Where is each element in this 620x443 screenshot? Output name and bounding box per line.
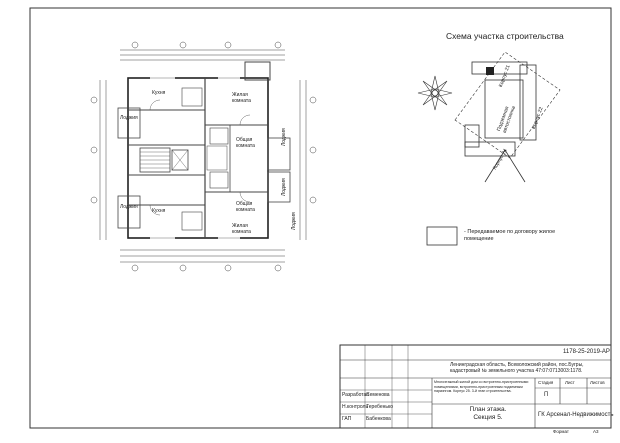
role-norm-control: Н.контроль [342, 404, 369, 410]
room-loggia-left-bottom: Лоджия [120, 204, 138, 210]
name-developer: Семенова [366, 392, 390, 398]
room-kitchen-bottom: Кухня [152, 208, 166, 214]
doc-code: 1178-25-2019-АР [563, 349, 610, 355]
legend-swatch [427, 227, 457, 245]
stage-value: П [544, 392, 549, 398]
room-loggia-right-2: Лоджия [281, 178, 287, 196]
site-parking: Подземная автостоянка [496, 105, 517, 135]
format-label: Формат [553, 429, 569, 434]
wind-rose-icon [418, 76, 452, 110]
stage-header: Стадия [538, 380, 554, 385]
sheet-header: Лист [565, 380, 575, 385]
name-chief-architect: Бабенкова [366, 416, 391, 422]
role-developer: Разработал [342, 392, 370, 398]
room-loggia-left-top: Лоджия [120, 115, 138, 121]
drawing-title: План этажа. Секция 5. [469, 406, 507, 421]
role-chief-architect: ГАП [342, 416, 352, 422]
room-living-bottom: Жилая комната [232, 223, 251, 235]
name-norm-control: Теребенько [366, 404, 394, 410]
room-common-top: Общая комната [236, 137, 255, 149]
project-address: Ленинградская область, Всеволожский район, пос.Бугры, кадастровый № земельного участка 47:07:0713003:1178. [450, 362, 584, 374]
site-building-24: Корпус 24 [492, 148, 509, 171]
scheme-title: Схема участка строительства [446, 31, 564, 41]
room-common-bottom: Общая комната [236, 201, 255, 213]
organization: ГК Арсенал-Недвижимость [538, 412, 614, 418]
room-living-top: Жилая комната [232, 92, 251, 104]
site-building-22: Корпус 22 [531, 106, 545, 131]
room-loggia-right-1: Лоджия [281, 128, 287, 146]
room-loggia-right-3: Лоджия [291, 212, 297, 230]
project-object: Многоэтажный жилой дом со встроенно-пристроенными помещениями, встроенно-пристроенным подземным паркингом. Корпус 25. 3-й этап строительства. [434, 380, 529, 394]
legend-text: - Передаваемое по договору жилое помещение [464, 229, 556, 242]
room-kitchen-top: Кухня [152, 90, 166, 96]
site-building-21: Корпус 21 [498, 64, 512, 89]
sheets-header: Листов [590, 380, 605, 385]
format-value: А3 [593, 429, 599, 434]
floor-plan [91, 42, 316, 271]
